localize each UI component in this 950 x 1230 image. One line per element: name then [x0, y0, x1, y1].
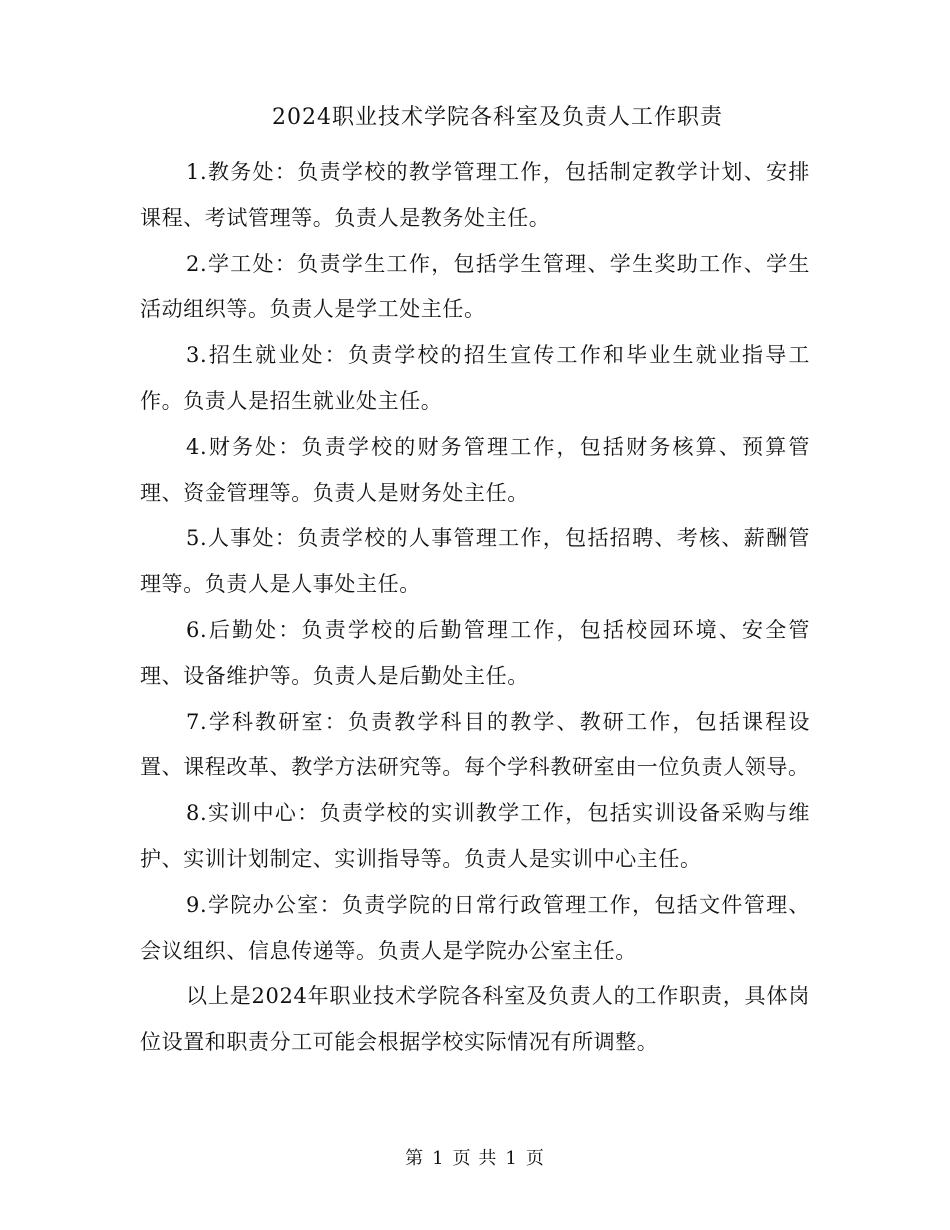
paragraph-2: 2.学工处：负责学生工作，包括学生管理、学生奖助工作、学生活动组织等。负责人是学工处主任。: [140, 251, 810, 322]
paragraph-6: 6.后勤处：负责学校的后勤管理工作，包括校园环境、安全管理、设备维护等。负责人是后勤处主任。: [140, 617, 810, 688]
footer-current-page: 1: [432, 1148, 445, 1169]
footer-total-pages: 1: [505, 1148, 518, 1169]
document-body: [140, 150, 810, 1066]
paragraph-1: 1.教务处：负责学校的教学管理工作，包括制定教学计划、安排课程、考试管理等。负责人是教务处主任。: [140, 160, 810, 230]
footer-prefix: 第: [405, 1148, 425, 1169]
footer-mid: 页 共: [452, 1148, 498, 1169]
page-footer: [0, 1146, 950, 1172]
paragraph-4: 4.财务处：负责学校的财务管理工作，包括财务核算、预算管理、资金管理等。负责人是财务处主任。: [140, 434, 810, 505]
footer-suffix: 页: [525, 1148, 545, 1169]
paragraph-8: 8.实训中心：负责学校的实训教学工作，包括实训设备采购与维护、实训计划制定、实训指导等。负责人是实训中心主任。: [140, 801, 810, 871]
paragraph-5: 5.人事处：负责学校的人事管理工作，包括招聘、考核、薪酬管理等。负责人是人事处主任。: [140, 526, 810, 597]
paragraph-9: 9.学院办公室：负责学院的日常行政管理工作，包括文件管理、会议组织、信息传递等。负责人是学院办公室主任。: [140, 892, 810, 963]
paragraph-7: 7.学科教研室：负责教学科目的教学、教研工作，包括课程设置、课程改革、教学方法研究等。每个学科教研室由一位负责人领导。: [140, 709, 810, 780]
document-title: 2024职业技术学院各科室及负责人工作职责: [272, 105, 723, 130]
paragraph-3: 3.招生就业处：负责学校的招生宣传工作和毕业生就业指导工作。负责人是招生就业处主任。: [140, 343, 810, 413]
paragraph-summary: 以上是2024年职业技术学院各科室及负责人的工作职责，具体岗位设置和职责分工可能会根据学校实际情况有所调整。: [140, 984, 810, 1055]
